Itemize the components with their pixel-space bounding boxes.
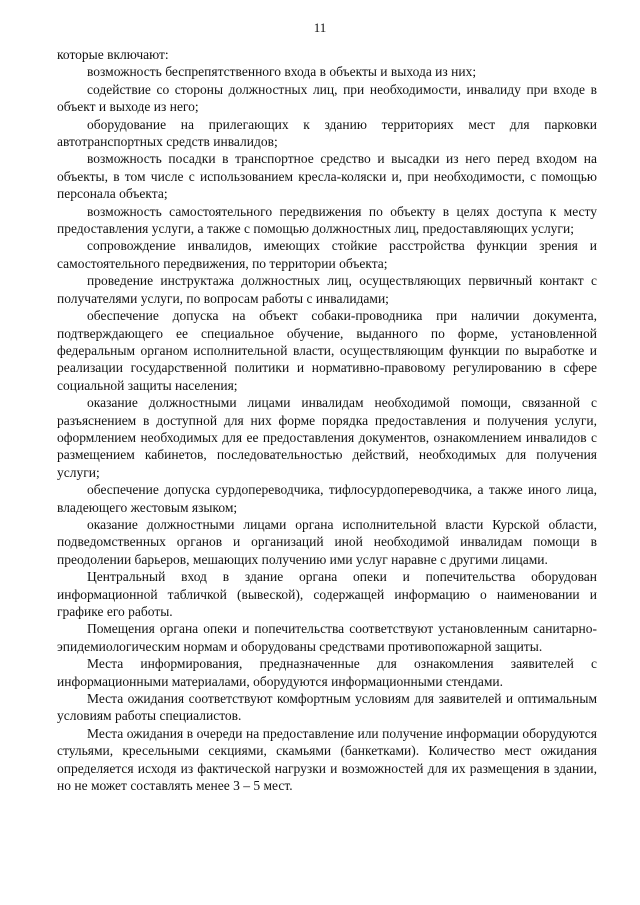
paragraph: Места ожидания в очереди на предоставление или получение информации оборудуются стульями, кресельными секциями, скамьями (банкетками). Количество мест ожидания определяется исходя из фактической нагрузки и возможностей для их размещения в здании, но не может составлять менее 3 – 5 мест. bbox=[57, 725, 597, 794]
paragraph: возможность беспрепятственного входа в объекты и выхода из них; bbox=[87, 64, 477, 80]
paragraph: обеспечение допуска на объект собаки-проводника при наличии документа, подтверждающего ее специальное обучение, выданного по форме, установленной федеральным органом исполнительной власти, осуществляющим функции по выработке и реализации государственной политики и нормативно-правовому регулированию в сфере социальной защиты населения; bbox=[57, 308, 597, 393]
paragraph: Места информирования, предназначенные для ознакомления заявителей с информационными материалами, оборудуются информационными стендами. bbox=[57, 656, 597, 689]
paragraph: оказание должностными лицами инвалидам необходимой помощи, связанной с разъяснением в доступной для них форме порядка предоставления и получения услуги, оформлением необходимых для ее предоставления документов, ознакомлением инвалидов с размещением кабинетов, последовательностью действий, необходимых для получения услуги; bbox=[57, 395, 597, 480]
paragraph: проведение инструктажа должностных лиц, осуществляющих первичный контакт с получателями услуги, по вопросам работы с инвалидами; bbox=[57, 273, 597, 306]
body-text bbox=[57, 46, 597, 794]
paragraph: возможность самостоятельного передвижения по объекту в целях доступа к месту предоставления услуги, а также с помощью должностных лиц, предоставляющих услуги; bbox=[57, 203, 597, 237]
paragraph: Помещения органа опеки и попечительства соответствуют установленным санитарно-эпидемиологическим нормам и оборудованы средствами противопожарной защиты. bbox=[57, 621, 597, 654]
paragraph: которые включают: bbox=[57, 47, 169, 62]
paragraph: оказание должностными лицами органа исполнительной власти Курской области, подведомственных органов и организаций иной необходимой инвалидам помощи в преодолении барьеров, мешающих получению ими услуг наравне с другими лицами. bbox=[57, 516, 597, 567]
paragraph: Места ожидания соответствуют комфортным условиям для заявителей и оптимальным условиям работы специалистов. bbox=[57, 691, 597, 724]
paragraph: Центральный вход в здание органа опеки и попечительства оборудован информационной табличкой (вывеской), содержащей информацию о наименовании и графике его работы. bbox=[57, 569, 597, 619]
paragraph: оборудование на прилегающих к зданию территориях мест для парковки автотранспортных средств инвалидов; bbox=[57, 116, 597, 150]
paragraph: сопровождение инвалидов, имеющих стойкие расстройства функции зрения и самостоятельного передвижения, по территории объекта; bbox=[57, 238, 597, 271]
paragraph: обеспечение допуска сурдопереводчика, тифлосурдопереводчика, а также иного лица, владеющего жестовым языком; bbox=[57, 482, 597, 515]
page-number: 11 bbox=[313, 20, 327, 35]
paragraph: возможность посадки в транспортное средство и высадки из него перед входом на объекты, в том числе с использованием кресла-коляски и, при необходимости, с помощью персонала объекта; bbox=[57, 151, 597, 202]
paragraph: содействие со стороны должностных лиц, при необходимости, инвалиду при входе в объект и выходе из него; bbox=[57, 81, 597, 115]
